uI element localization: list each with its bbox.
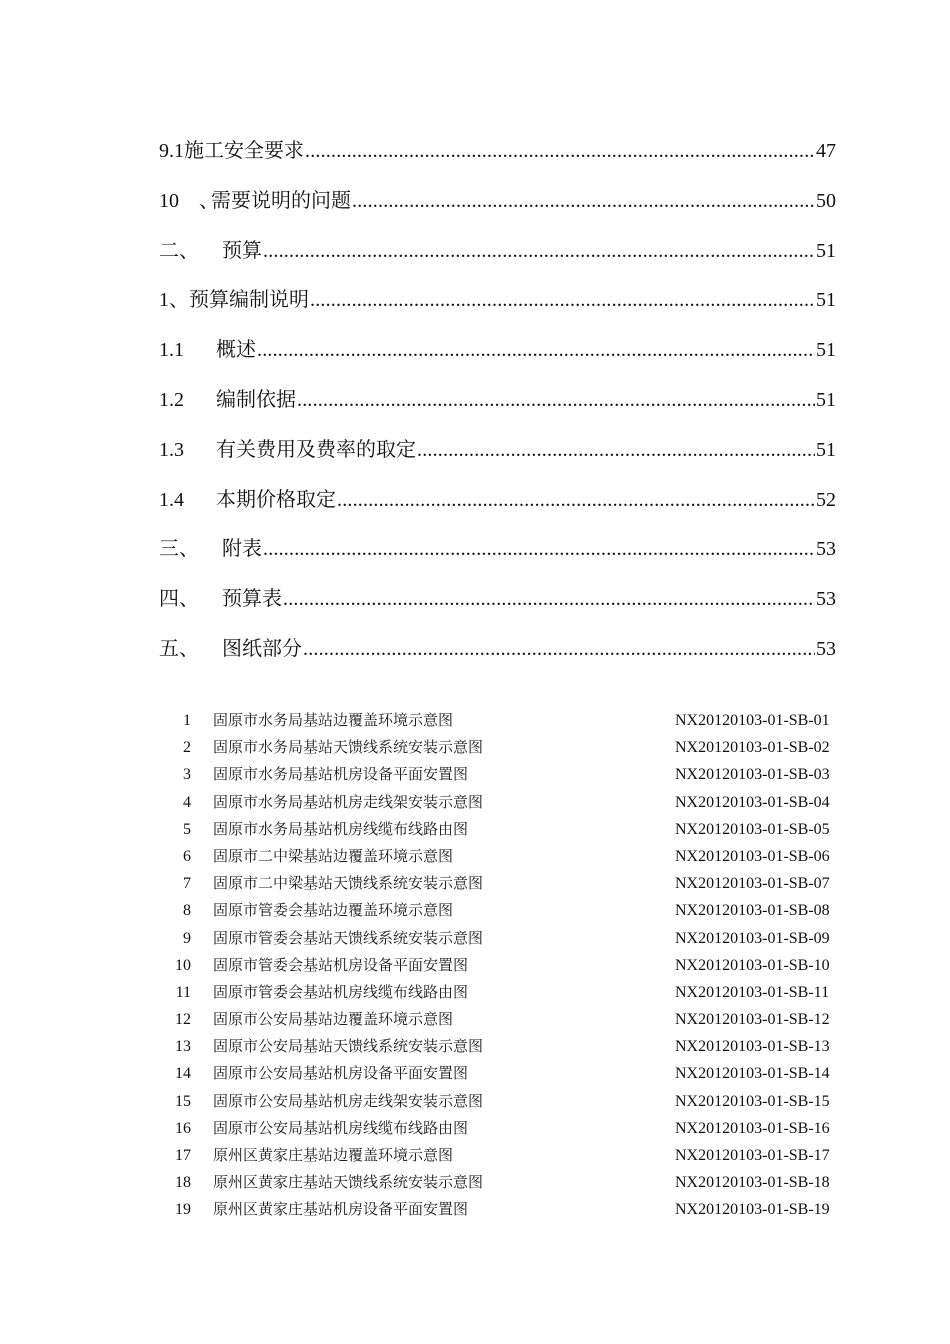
toc-entry-page: 51 [816,339,836,362]
drawing-code: NX20120103-01-SB-17 [675,1147,830,1164]
toc-entry[interactable] [159,379,836,429]
drawing-title: 固原市二中梁基站边覆盖环境示意图 [213,846,454,865]
toc-entry-page: 53 [816,637,836,660]
drawing-list-row [160,1142,860,1169]
drawing-code: NX20120103-01-SB-02 [675,739,830,757]
drawing-index: 8 [183,902,191,920]
drawing-list-row [160,761,860,788]
drawing-code: NX20120103-01-SB-15 [675,1092,830,1110]
drawing-list-row [160,816,860,843]
drawing-list-row [160,979,860,1006]
drawing-index: 19 [175,1201,191,1219]
drawing-title: 固原市管委会基站机房线缆布线路由图 [213,982,469,1001]
toc-leader-dots [352,181,815,221]
drawing-code: NX20120103-01-SB-05 [675,820,830,838]
drawing-title: 原州区黄家庄基站机房设备平面安置图 [213,1200,469,1219]
toc-entry-number: 四、 [159,588,199,611]
drawing-list-row [160,1088,860,1115]
toc-leader-dots [305,131,815,171]
drawing-code: NX20120103-01-SB-07 [675,875,830,893]
toc-leader-dots [310,280,815,320]
toc-entry-number: 三、 [159,538,199,561]
drawing-code: NX20120103-01-SB-09 [675,929,830,947]
toc-leader-dots [283,579,815,619]
drawing-list-row [160,1060,860,1087]
drawing-index: 2 [183,739,191,757]
toc-entry[interactable] [159,230,836,280]
toc-entry-number: 二、 [159,239,199,262]
toc-entry-title: 编制依据 [216,386,296,411]
toc-entry[interactable] [159,479,836,529]
drawing-index: 14 [175,1065,191,1083]
toc-entry-number: 9.1 [159,140,184,162]
toc-entry-page: 51 [816,388,836,411]
toc-entry-number: 1.2 [159,388,184,411]
toc-entry[interactable] [159,578,836,628]
toc-entry[interactable] [159,628,836,678]
drawing-code: NX20120103-01-SB-13 [675,1038,830,1056]
drawing-list-row [160,843,860,870]
drawing-list-row [160,870,860,897]
drawing-code: NX20120103-01-SB-01 [675,712,830,729]
toc-entry-page: 53 [816,588,836,611]
toc-entry-title: 预算 [222,237,262,262]
toc-entry[interactable] [159,528,836,578]
drawing-title: 固原市水务局基站机房线缆布线路由图 [213,819,469,838]
drawing-list-row [160,1196,860,1223]
drawing-code: NX20120103-01-SB-03 [675,766,830,784]
drawing-index: 17 [175,1147,191,1164]
toc-leader-dots [257,330,815,370]
toc-leader-dots [337,480,815,520]
drawing-title: 固原市公安局基站天馈线系统安装示意图 [213,1037,484,1056]
drawing-title: 固原市水务局基站边覆盖环境示意图 [213,711,454,729]
drawing-index: 4 [183,793,191,811]
drawing-index: 18 [175,1174,191,1192]
toc-leader-dots [263,231,815,271]
drawing-title: 固原市管委会基站边覆盖环境示意图 [213,901,454,920]
drawing-code: NX20120103-01-SB-10 [675,956,830,974]
drawing-code: NX20120103-01-SB-16 [675,1119,830,1137]
toc-entry-title: 预算表 [222,586,282,611]
toc-entry-page: 50 [816,189,836,212]
drawing-index: 3 [183,766,191,784]
toc-entry-title: 本期价格取定 [216,486,336,511]
toc-entry-page: 47 [816,140,836,162]
drawing-code: NX20120103-01-SB-12 [675,1011,830,1029]
drawing-list-row [160,1033,860,1060]
drawing-index: 15 [175,1092,191,1110]
drawing-index: 16 [175,1119,191,1137]
toc-entry-page: 52 [816,488,836,511]
toc-entry-number: 10 、 [159,189,219,212]
toc-entry[interactable] [159,329,836,379]
drawing-title: 固原市二中梁基站天馈线系统安装示意图 [213,874,484,893]
toc-entry-number: 五、 [159,637,199,660]
drawing-code: NX20120103-01-SB-06 [675,847,830,865]
drawing-list-row [160,1006,860,1033]
drawing-list-row [160,925,860,952]
toc-leader-dots [417,430,815,470]
drawing-index: 10 [175,956,191,974]
drawing-list-row [160,952,860,979]
drawing-title: 固原市公安局基站机房走线架安装示意图 [213,1091,484,1110]
toc-leader-dots [263,529,815,569]
drawing-list-row [160,897,860,924]
drawing-code: NX20120103-01-SB-18 [675,1174,830,1192]
toc-entry-number: 1.1 [159,339,184,362]
toc-entry-page: 51 [816,239,836,262]
toc-entry[interactable] [159,130,836,180]
toc-entry-title: 施工安全要求 [184,138,304,162]
drawing-index: 6 [183,847,191,865]
toc-entry-number: 1.4 [159,488,184,511]
toc-entry-page: 51 [816,289,836,312]
drawing-index: 12 [175,1011,191,1029]
toc-entry[interactable] [159,429,836,479]
toc-entry-title: 附表 [222,536,262,561]
toc-entry-number: 1、 [159,289,189,312]
drawing-title: 固原市管委会基站天馈线系统安装示意图 [213,928,484,947]
drawing-title: 固原市公安局基站边覆盖环境示意图 [213,1010,454,1029]
drawing-index: 9 [183,929,191,947]
drawing-list-row [160,734,860,761]
toc-entry-title: 概述 [216,337,256,362]
toc-entry[interactable] [159,279,836,329]
drawing-index: 1 [183,712,191,729]
drawing-title: 固原市水务局基站机房走线架安装示意图 [213,792,484,811]
drawing-code: NX20120103-01-SB-11 [675,983,830,1001]
drawing-index: 11 [175,983,191,1001]
drawing-list-row [160,707,860,734]
drawing-title: 固原市公安局基站机房设备平面安置图 [213,1064,469,1083]
toc-entry-title: 有关费用及费率的取定 [216,436,416,461]
drawing-list [160,707,860,1224]
drawing-title: 固原市公安局基站机房线缆布线路由图 [213,1118,469,1137]
toc-entry-title: 预算编制说明 [189,287,309,312]
toc-entry[interactable] [159,180,836,230]
toc-entry-title: 需要说明的问题 [211,187,351,212]
drawing-code: NX20120103-01-SB-14 [675,1065,830,1083]
drawing-list-row [160,1115,860,1142]
drawing-code: NX20120103-01-SB-08 [675,902,830,920]
drawing-title: 固原市管委会基站机房设备平面安置图 [213,955,469,974]
drawing-index: 7 [183,875,191,893]
toc-entry-page: 51 [816,438,836,461]
drawing-list-row [160,1169,860,1196]
toc-leader-dots [297,380,815,420]
drawing-list-row [160,789,860,816]
drawing-title: 原州区黄家庄基站天馈线系统安装示意图 [213,1173,484,1192]
drawing-title: 固原市水务局基站天馈线系统安装示意图 [213,738,484,757]
toc-leader-dots [303,629,815,669]
table-of-contents [159,130,836,678]
drawing-code: NX20120103-01-SB-19 [675,1201,830,1219]
drawing-title: 固原市水务局基站机房设备平面安置图 [213,765,469,784]
drawing-title: 原州区黄家庄基站边覆盖环境示意图 [213,1146,454,1164]
toc-entry-page: 53 [816,538,836,561]
drawing-code: NX20120103-01-SB-04 [675,793,830,811]
toc-entry-number: 1.3 [159,438,184,461]
drawing-index: 13 [175,1038,191,1056]
toc-entry-title: 图纸部分 [222,635,302,660]
drawing-index: 5 [183,820,191,838]
